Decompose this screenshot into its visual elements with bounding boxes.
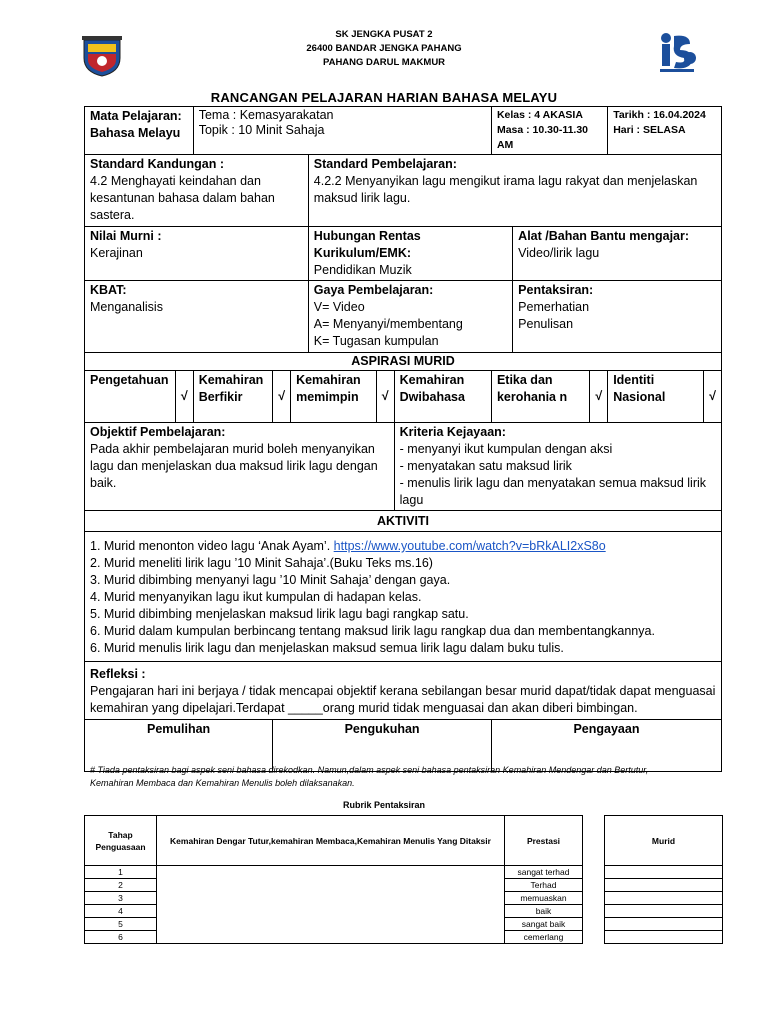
col-tahap: Tahap Penguasaan bbox=[85, 816, 157, 866]
kriteria-label: Kriteria Kejayaan: bbox=[399, 425, 506, 439]
school-address-1: 26400 BANDAR JENGKA PAHANG bbox=[306, 43, 462, 54]
topik-value: Topik : 10 Minit Sahaja bbox=[198, 123, 325, 137]
tahap-cell: 3 bbox=[85, 892, 157, 905]
col-kemahiran: Kemahiran Dengar Tutur,kemahiran Membaca,Kemahiran Menulis Yang Ditaksir bbox=[157, 816, 505, 866]
rubrik-row bbox=[85, 866, 583, 879]
standard-row bbox=[85, 155, 722, 227]
aktiviti-item: 6. Murid dalam kumpulan berbincang tentang maksud lirik lagu rangkap dua dan membentangkannya. bbox=[90, 624, 655, 638]
murid-row bbox=[605, 931, 723, 944]
tahap-cell: 5 bbox=[85, 918, 157, 931]
kemahiran-cell bbox=[157, 866, 505, 944]
nilai-murni-label: Nilai Murni : bbox=[90, 229, 162, 243]
kbat-value: Menganalisis bbox=[90, 300, 163, 314]
col-murid: Murid bbox=[605, 816, 723, 866]
objektif-cell bbox=[85, 423, 395, 511]
pentaksiran-2: Penulisan bbox=[518, 317, 574, 331]
tema-value: Tema : Kemasyarakatan bbox=[198, 108, 334, 122]
aktiviti-item: 5. Murid dibimbing menjelaskan maksud lirik lagu bagi rangkap satu. bbox=[90, 607, 469, 621]
gaya-cell bbox=[308, 281, 512, 353]
abm-cell bbox=[513, 227, 722, 281]
youtube-link[interactable]: https://www.youtube.com/watch?v=bRkALI2xS8o bbox=[333, 539, 606, 553]
murid-row bbox=[605, 866, 723, 879]
abm-label: Alat /Bahan Bantu mengajar: bbox=[518, 229, 690, 243]
refleksi-row bbox=[85, 662, 722, 720]
murid-row bbox=[605, 892, 723, 905]
aktiviti-item-1 bbox=[90, 538, 716, 555]
col-prestasi: Prestasi bbox=[505, 816, 583, 866]
gaya-k: K= Tugasan kumpulan bbox=[313, 334, 439, 348]
pengukuhan-cell: Pengukuhan bbox=[273, 720, 492, 772]
kriteria-cell bbox=[394, 423, 721, 511]
kbat-cell bbox=[85, 281, 309, 353]
hari-value: Hari : SELASA bbox=[613, 124, 686, 136]
standard-pembelajaran-cell bbox=[308, 155, 721, 227]
emk-value: Pendidikan Muzik bbox=[313, 263, 412, 277]
aktiviti-item: 4. Murid menyanyikan lagu ikut kumpulan di hadapan kelas. bbox=[90, 590, 422, 604]
tahap-cell: 4 bbox=[85, 905, 157, 918]
tarikh-value: Tarikh : 16.04.2024 bbox=[613, 109, 706, 121]
kelas-value: Kelas : 4 AKASIA bbox=[496, 109, 583, 121]
pengayaan-cell: Pengayaan bbox=[491, 720, 721, 772]
tahap-cell: 1 bbox=[85, 866, 157, 879]
standard-kandungan-cell bbox=[85, 155, 309, 227]
lesson-plan-table bbox=[84, 106, 722, 772]
aktiviti-header-row bbox=[85, 511, 722, 532]
info-row bbox=[85, 107, 722, 155]
prestasi-cell: Terhad bbox=[505, 879, 583, 892]
kbat-label: KBAT: bbox=[90, 283, 127, 297]
mata-pelajaran-cell bbox=[85, 107, 194, 155]
aktiviti-row bbox=[85, 532, 722, 662]
prestasi-cell: sangat baik bbox=[505, 918, 583, 931]
aktiviti-cell bbox=[85, 532, 722, 662]
murid-cell bbox=[605, 892, 723, 905]
aktiviti-item: 3. Murid dibimbing menyanyi lagu ’10 Minit Sahaja’ dengan gaya. bbox=[90, 573, 451, 587]
refleksi-value: Pengajaran hari ini berjaya / tidak mencapai objektif kerana sebilangan besar murid dapat/tidak dapat menguasai kemahiran yang dipelajari.Terdapat _____orang murid tidak menguasai dan akan diberi bimbingan. bbox=[90, 684, 716, 715]
gaya-a: A= Menyanyi/membentang bbox=[313, 317, 463, 331]
check-mark-icon: √ bbox=[590, 371, 608, 423]
objektif-label: Objektif Pembelajaran: bbox=[90, 425, 226, 439]
mata-pelajaran-label: Mata Pelajaran: bbox=[90, 109, 182, 123]
murid-cell bbox=[605, 905, 723, 918]
mata-pelajaran-value: Bahasa Melayu bbox=[90, 126, 181, 140]
assessment-note: # Tiada pentaksiran bagi aspek seni bahasa direkodkan. Namun,dalam aspek seni bahasa pentaksiran Kemahiran Mendengar dan Bertutur, Kemahiran Membaca dan Kemahiran Menulis boleh dilaksanakan. bbox=[90, 765, 649, 788]
nilai-murni-cell bbox=[85, 227, 309, 281]
aktiviti-item: 2. Murid meneliti lirik lagu ’10 Minit Sahaja’.(Buku Teks ms.16) bbox=[90, 556, 433, 570]
check-mark-icon: √ bbox=[175, 371, 193, 423]
emblem-logo bbox=[656, 30, 698, 74]
aktiviti-item-1-text: 1. Murid menonton video lagu ‘Anak Ayam’. bbox=[90, 539, 334, 553]
aktiviti-item: 6. Murid menulis lirik lagu dan menjelaskan maksud semua lirik lagu dalam buku tulis. bbox=[90, 641, 564, 655]
check-mark-icon: √ bbox=[704, 371, 722, 423]
tahap-cell: 2 bbox=[85, 879, 157, 892]
standard-kandungan-label: Standard Kandungan : bbox=[90, 157, 225, 171]
murid-header-row bbox=[605, 816, 723, 866]
objektif-value: Pada akhir pembelajaran murid boleh menyanyikan lagu dan menjelaskan dua maksud lirik lagu dengan baik. bbox=[90, 442, 378, 490]
kriteria-item: - menulis lirik lagu dan menyatakan semua maksud lirik lagu bbox=[399, 476, 707, 507]
rubrik-title: Rubrik Pentaksiran bbox=[342, 800, 426, 810]
refleksi-cell bbox=[85, 662, 722, 720]
check-mark-icon: √ bbox=[376, 371, 394, 423]
check-mark-icon: √ bbox=[273, 371, 291, 423]
aspirasi-item-dwibahasa: Kemahiran Dwibahasa bbox=[394, 371, 491, 423]
murid-cell bbox=[605, 918, 723, 931]
tarikh-cell bbox=[608, 107, 722, 155]
school-address-2: PAHANG DARUL MAKMUR bbox=[322, 57, 446, 68]
refleksi-label: Refleksi : bbox=[90, 667, 146, 681]
murid-cell bbox=[605, 866, 723, 879]
murid-row bbox=[605, 918, 723, 931]
standard-kandungan-value: 4.2 Menghayati keindahan dan kesantunan bahasa dalam bahan sastera. bbox=[90, 174, 275, 222]
prestasi-cell: baik bbox=[505, 905, 583, 918]
nilai-row bbox=[85, 227, 722, 281]
aspirasi-item-memimpin: Kemahiran memimpin bbox=[291, 371, 377, 423]
pentaksiran-1: Pemerhatian bbox=[518, 300, 590, 314]
aktiviti-label: AKTIVITI bbox=[85, 511, 722, 532]
abm-value: Video/lirik lagu bbox=[518, 246, 600, 260]
standard-pembelajaran-value: 4.2.2 Menyanyikan lagu mengikut irama lagu rakyat dan menjelaskan maksud lirik lagu. bbox=[313, 174, 698, 205]
aspirasi-item-etika: Etika dan kerohania n bbox=[491, 371, 589, 423]
kelas-cell bbox=[491, 107, 607, 155]
emk-label: Hubungan Rentas Kurikulum/EMK: bbox=[313, 229, 421, 260]
murid-row bbox=[605, 879, 723, 892]
objektif-row bbox=[85, 423, 722, 511]
murid-cell bbox=[605, 879, 723, 892]
murid-row bbox=[605, 905, 723, 918]
aspirasi-item-pengetahuan: Pengetahuan bbox=[85, 371, 176, 423]
gaya-v: V= Video bbox=[313, 300, 365, 314]
kriteria-item: - menyatakan satu maksud lirik bbox=[399, 459, 572, 473]
rubrik-header-row bbox=[85, 816, 583, 866]
aspirasi-row bbox=[85, 371, 722, 423]
tema-cell bbox=[193, 107, 491, 155]
prestasi-cell: cemerlang bbox=[505, 931, 583, 944]
pemulihan-cell: Pemulihan bbox=[85, 720, 273, 772]
prestasi-cell: sangat terhad bbox=[505, 866, 583, 879]
nilai-murni-value: Kerajinan bbox=[90, 246, 143, 260]
gaya-label: Gaya Pembelajaran: bbox=[313, 283, 434, 297]
aspirasi-label: ASPIRASI MURID bbox=[85, 353, 722, 371]
school-name: SK JENGKA PUSAT 2 bbox=[335, 29, 433, 40]
murid-table bbox=[604, 815, 723, 944]
emk-cell bbox=[308, 227, 512, 281]
aspirasi-item-berfikir: Kemahiran Berfikir bbox=[193, 371, 273, 423]
pentaksiran-cell bbox=[513, 281, 722, 353]
pentaksiran-label: Pentaksiran: bbox=[518, 283, 594, 297]
masa-value: Masa : 10.30-11.30 AM bbox=[496, 124, 589, 151]
tahap-cell: 6 bbox=[85, 931, 157, 944]
prestasi-cell: memuaskan bbox=[505, 892, 583, 905]
aspirasi-header-row bbox=[85, 353, 722, 371]
aspirasi-item-identiti: Identiti Nasional bbox=[608, 371, 704, 423]
standard-pembelajaran-label: Standard Pembelajaran: bbox=[313, 157, 457, 171]
page-title: RANCANGAN PELAJARAN HARIAN BAHASA MELAYU bbox=[210, 90, 558, 105]
murid-cell bbox=[605, 931, 723, 944]
kbat-row bbox=[85, 281, 722, 353]
kriteria-item: - menyanyi ikut kumpulan dengan aksi bbox=[399, 442, 613, 456]
rubrik-table bbox=[84, 815, 583, 944]
